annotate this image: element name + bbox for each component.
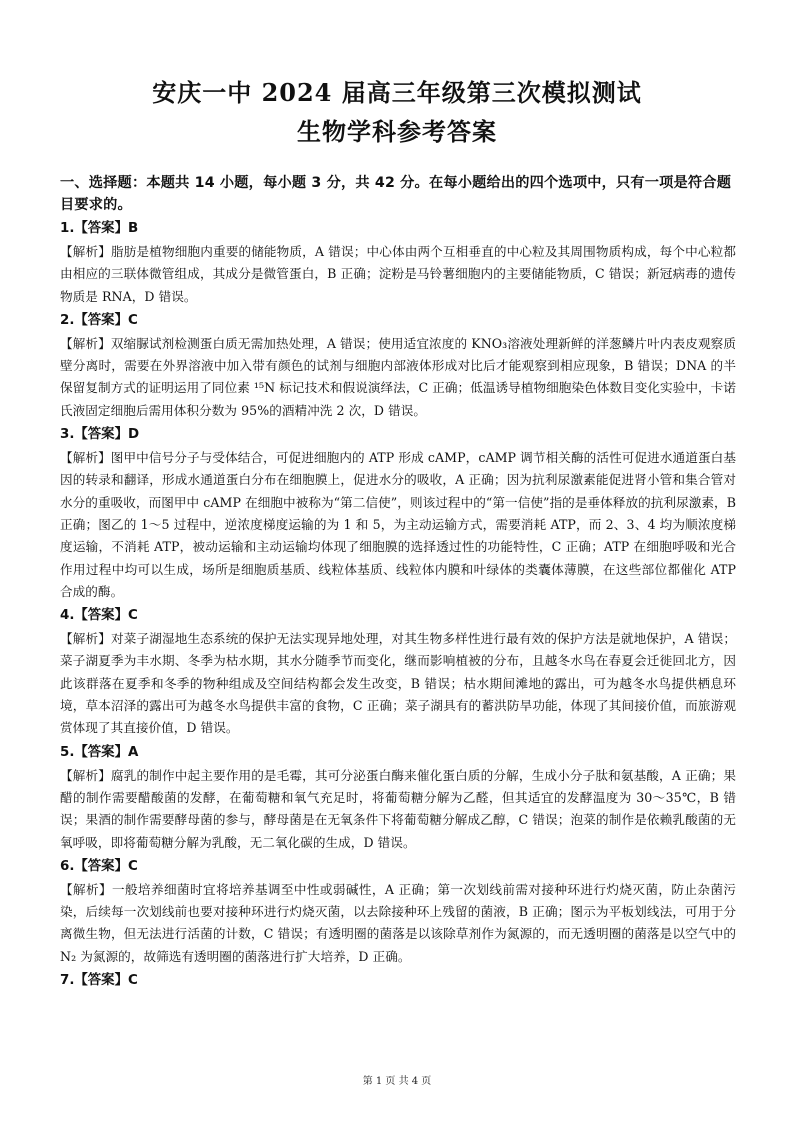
- answer-line: 4.【答案】C: [60, 608, 138, 624]
- explanation-paragraph: 【解析】图甲中信号分子与受体结合，可促进细胞内的 ATP 形成 cAMP，cAMP 调节相关酶的活性可促进水通道蛋白基因的转录和翻译，形成水通道蛋白分布在细胞膜上，促进水分的吸收，A 正确；因为抗利尿激素能促进肾小管和集合管对水分的重吸收，而图甲中 cAMP 在细胞中被称为“第二信使”，则该过程中的“第一信使”指的是垂体释放的抗利尿激素，B 正确；图乙的 1～5 过程中，逆浓度梯度运输的为 1 和 5，为主动运输方式，需要消耗 ATP，而 2、3、4 均为顺浓度梯度运输，不消耗 ATP，被动运输和主动运输均体现了细胞膜的选择透过性的功能特性，C 正确；ATP 在细胞呼吸和光合作用过程中均可以生成，场所是细胞质基质、线粒体基质、线粒体内膜和叶绿体的类囊体薄膜，在这些部位都催化 ATP 合成的酶。: [60, 450, 736, 599]
- answer-line: 1.【答案】B: [60, 221, 139, 236]
- explanation-paragraph: 【解析】对菜子湖湿地生态系统的保护无法实现异地处理，对其生物多样性进行最有效的保护方法是就地保护，A 错误；菜子湖夏季为丰水期、冬季为枯水期，其水分随季节而变化，继而影响植被的分布，且越冬水鸟在春夏会迁徙回北方，因此该群落在夏季和冬季的物种组成及空间结构都会发生改变，B 错误；枯水期间滩地的露出，可为越冬水鸟提供栖息环境，草本沼泽的露出可为越冬水鸟提供丰富的食物，C 正确；菜子湖具有的蓄洪防旱功能，体现了其间接价值，而旅游观赏体现了其直接价值，D 错误。: [60, 631, 736, 736]
- answer-line: 7.【答案】C: [60, 973, 138, 989]
- explanation-paragraph: 【解析】腐乳的制作中起主要作用的是毛霉，其可分泌蛋白酶来催化蛋白质的分解，生成小分子肽和氨基酸，A 正确；果醋的制作需要醋酸菌的发酵，在葡萄糖和氧气充足时，将葡萄糖分解为乙醛，但其适宜的发酵温度为 30～35℃，B 错误；果酒的制作需要酵母菌的参与，酵母菌是在无氧条件下将葡萄糖分解成乙醇，C 错误；泡菜的制作是依赖乳酸菌的无氧呼吸，即将葡萄糖分解为乳酸，无二氧化碳的生成，D 错误。: [60, 767, 736, 850]
- explanation-paragraph: 【解析】双缩脲试剂检测蛋白质无需加热处理，A 错误；使用适宜浓度的 KNO₃溶液处理新鲜的洋葱鳞片叶内表皮观察质壁分离时，需要在外界溶液中加入带有颜色的试剂与细胞内部液体形成对比后才能观察到相应现象，B 错误；DNA 的半保留复制方式的证明运用了同位素 ¹⁵N 标记技术和假说演绎法，C 正确；低温诱导植物细胞染色体数目变化实验中，卡诺氏液固定细胞后需用体积分数为 95%的酒精冲洗 2 次，D 错误。: [60, 335, 736, 418]
- answer-line: 3.【答案】D: [60, 427, 140, 443]
- answer-line: 6.【答案】C: [60, 858, 138, 874]
- answer-content: [60, 172, 736, 993]
- page-title: 安庆一中 2024 届高三年级第三次模拟测试: [152, 78, 642, 107]
- answer-line: 2.【答案】C: [60, 312, 138, 328]
- explanation-paragraph: 【解析】一般培养细菌时宜将培养基调至中性或弱碱性，A 正确；第一次划线前需对接种环进行灼烧灭菌，防止杂菌污染，后续每一次划线前也要对接种环进行灼烧灭菌，以去除接种环上残留的菌液，B 正确；图示为平板划线法，可用于分离微生物，但无法进行活菌的计数，C 错误；有透明圈的菌落是以该除草剂作为氮源的，而无透明圈的菌落是以空气中的 N₂ 为氮源的，故筛选有透明圈的菌落进行扩大培养，D 正确。: [60, 881, 736, 964]
- explanation-paragraph: 【解析】脂肪是植物细胞内重要的储能物质，A 错误；中心体由两个互相垂直的中心粒及其周围物质构成，每个中心粒都由相应的三联体微管组成，其成分是微管蛋白，B 正确；淀粉是马铃薯细胞内的主要储能物质，C 错误；新冠病毒的遗传物质是 RNA，D 错误。: [60, 244, 736, 304]
- section-heading: 一、选择题：本题共 14 小题，每小题 3 分，共 42 分。在每小题给出的四个选项中，只有一项是符合题目要求的。: [60, 175, 732, 213]
- answer-line: 5.【答案】A: [60, 744, 139, 760]
- page-number: 第 1 页 共 4 页: [362, 1076, 432, 1087]
- page-subtitle: 生物学科参考答案: [297, 117, 497, 146]
